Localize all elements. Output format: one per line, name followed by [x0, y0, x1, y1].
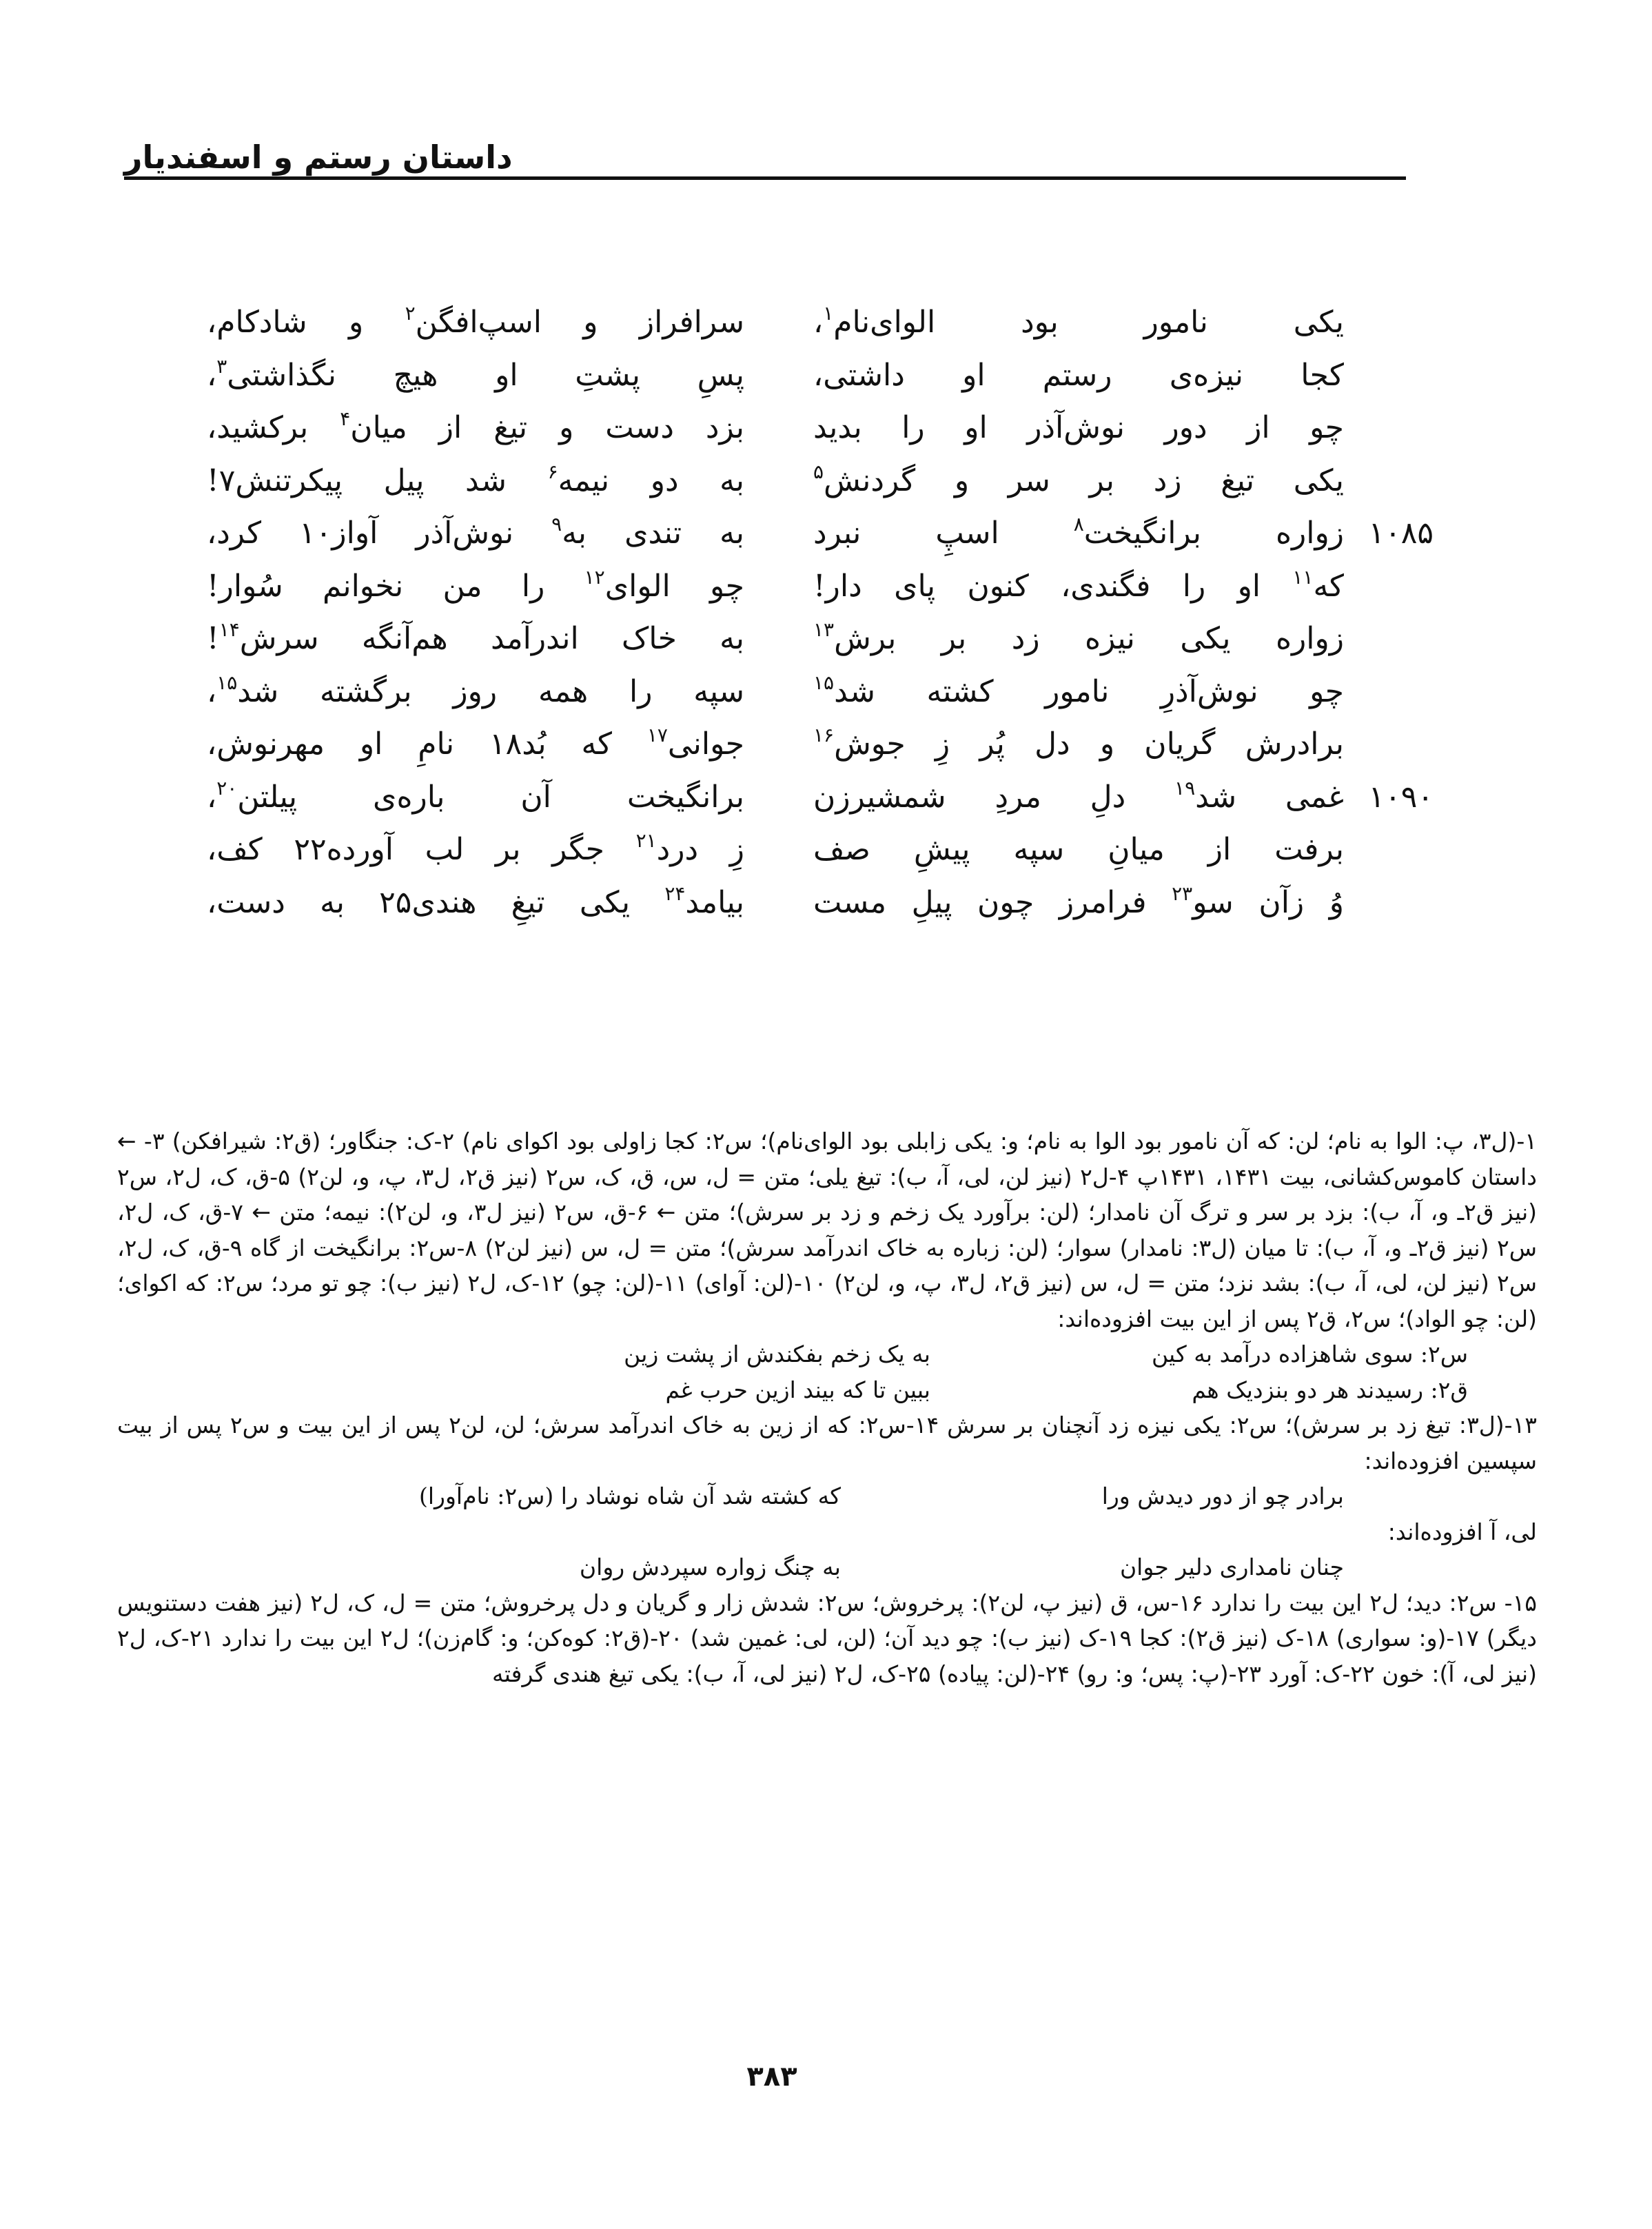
- hemistich-right: برفت از میانِ سپه پیشِ صف: [813, 832, 1344, 867]
- hemistich-left: به خاک اندرآمد هم‌آنگه سرش$^{۱۴}$!: [207, 618, 744, 656]
- footnote-marker: ۱۷: [646, 724, 668, 746]
- hemistich-left: بزد دست و تیغ از میان$^۴$ برکشید،: [207, 407, 744, 445]
- couplet: [207, 877, 1434, 930]
- footnote-marker: ۸: [1073, 513, 1084, 536]
- hemistich-right: چو نوش‌آذرِ نامور کشته شد$^{۱۵}$: [813, 671, 1344, 709]
- hemistich-right: زواره برانگیخت$^۸$ اسپِ نبرد: [813, 513, 1344, 551]
- footnote-marker: ۲۰: [216, 776, 238, 800]
- added-verse-left: به چنگ زواره سپردش روان: [579, 1554, 841, 1580]
- hemistich-right: غمی شد$^{۱۹}$ دلِ مردِ شمشیرزن: [813, 776, 1344, 815]
- hemistich-right: کجا نیزه‌ی رستم او داشتی،: [813, 357, 1344, 393]
- footnote-marker: ۲: [405, 302, 416, 325]
- hemistich-left: به دو نیمه$^۶$ شد پیل پیکرتنش۷!: [207, 460, 744, 498]
- footnote-paragraph: ۱۳-(ل۳: تیغ زد بر سرش)؛ س۲: یکی نیزه زد آنچنان بر سرش ۱۴-س۲: که از زین به خاک اندرآمد سرش؛ لن، لن۲ پس از این بیت و س۲ پس از بیت سپسین افزوده‌اند:: [117, 1412, 1538, 1474]
- poem-block: [207, 296, 1434, 929]
- hemistich-right: که$^{۱۱}$ او را فگندی، کنون پای دار!: [813, 565, 1344, 604]
- hemistich-left: پسِ پشتِ او هیچ نگذاشتی$^۳$،: [207, 354, 744, 393]
- couplet: [207, 613, 1434, 666]
- footnote-marker: ۳: [216, 354, 227, 378]
- running-header-title: داستان رستم و اسفندیار: [124, 139, 513, 176]
- footnote-marker: ۱۲: [584, 565, 605, 589]
- footnote-marker: ۴: [340, 407, 351, 430]
- hemistich-left: جوانی$^{۱۷}$ که بُد۱۸ نامِ او مهرنوش،: [207, 724, 744, 762]
- couplet: [207, 824, 1434, 877]
- hemistich-left: سپه را همه روز برگشته شد$^{۱۵}$،: [207, 671, 744, 709]
- footnote-marker: ۶: [547, 460, 558, 483]
- hemistich-right: چو از دور نوش‌آذر او را بدید: [813, 410, 1344, 445]
- footnote-marker: ۱۱: [1292, 565, 1314, 589]
- footnote-marker: ۱۵: [216, 671, 238, 694]
- footnote-marker: ۱: [823, 302, 834, 325]
- added-verse-right: چنان نامداری دلیر جوان: [1119, 1554, 1344, 1580]
- footnote-paragraph: ۱۵- س۲: دید؛ ل۲ این بیت را ندارد ۱۶-س، ق (نیز پ، لن۲): پرخروش؛ س۲: شدش زار و گریان و دل پرخروش؛ متن = ل، ک، ل۲ (نیز هفت دستنویس دیگر) ۱۷-(و: سواری) ۱۸-ک (نیز ق۲): کجا ۱۹-ک (نیز ب): چو دید آن؛ (لن، لی: غمین شد) ۲۰-(ق۲: کوه‌کن؛ و: گام‌زن)؛ ل۲ این بیت را ندارد ۲۱-ک، ل۲ (نیز لی، آ): خون ۲۲-ک: آورد ۲۳-(پ: پس؛ و: رو) ۲۴-(لن: پیاده) ۲۵-ک، ل۲ (نیز لی، آ، ب): یکی تیغ هندی گرفته: [117, 1589, 1538, 1687]
- footnote-paragraph: لی، آ افزوده‌اند:: [1387, 1518, 1537, 1545]
- couplet: [207, 296, 1434, 349]
- hemistich-right: یکی تیغ زد بر سر و گردنش$^۵$: [813, 460, 1344, 498]
- verse-number: ۱۰۹۰: [1368, 779, 1434, 815]
- added-verse-right: س۲: سوی شاهزاده درآمد به کین: [1151, 1341, 1468, 1367]
- footnote-added-verse: [117, 1478, 1537, 1514]
- footnote-added-verse: [117, 1372, 1537, 1408]
- hemistich-right: زواره یکی نیزه زد بر برش$^{۱۳}$: [813, 618, 1344, 656]
- footnote-marker: ۱۵: [813, 671, 835, 694]
- couplet: [207, 666, 1434, 719]
- hemistich-left: برانگیخت آن باره‌ی پیلتن$^{۲۰}$،: [207, 776, 744, 815]
- hemistich-left: سرافراز و اسپ‌افگن$^۲$ و شادکام،: [207, 302, 744, 340]
- footnote-added-verse: [117, 1336, 1537, 1372]
- footnote-marker: ۲۳: [1172, 882, 1193, 905]
- added-verse-right: برادر چو از دور دیدش ورا: [1101, 1483, 1344, 1509]
- added-verse-right: ق۲: رسیدند هر دو بنزدیک هم: [1192, 1376, 1468, 1403]
- hemistich-right: برادرش گریان و دل پُر زِ جوش$^{۱۶}$: [813, 724, 1344, 762]
- hemistich-right: یکی نامور بود الوای‌نام$^۱$،: [813, 302, 1344, 340]
- added-verse-left: که کشته شد آن شاه نوشاد را (س۲: نام‌آورا): [418, 1483, 841, 1509]
- page-number: ۳۸۳: [746, 2061, 797, 2093]
- hemistich-left: چو الوای$^{۱۲}$ را من نخوانم سُوار!: [207, 565, 744, 604]
- couplet: [207, 718, 1434, 771]
- footnote-marker: ۱۳: [813, 618, 835, 641]
- footnote-marker: ۱۶: [813, 724, 835, 746]
- header-rule: [124, 176, 1406, 180]
- couplet: [207, 771, 1434, 824]
- couplet: [207, 402, 1434, 455]
- hemistich-left: بیامد$^{۲۴}$ یکی تیغِ هندی۲۵ به دست،: [207, 882, 744, 920]
- added-verse-left: ببین تا که بیند ازین حرب غم: [665, 1376, 930, 1403]
- couplet: [207, 455, 1434, 508]
- couplet: [207, 560, 1434, 613]
- footnote-marker: ۲۴: [664, 882, 686, 905]
- running-header: [124, 136, 1399, 178]
- footnote-marker: ۱۹: [1174, 776, 1196, 800]
- footnote-marker: ۲۱: [635, 829, 657, 852]
- footnote-marker: ۵: [813, 460, 824, 483]
- hemistich-right: وُ زآن سو$^{۲۳}$ فرامرز چون پیلِ مست: [813, 882, 1344, 920]
- footnote-paragraph: ۱-(ل۳، پ: الوا به نام؛ لن: که آن نامور بود الوا به نام؛ و: یکی زابلی بود الوای‌نام)؛ س۲: کجا زاولی بود اکوای نام) ۲-ک: جنگاور؛ (ق۲: شیرافکن) ۳- ← داستان کاموس‌کشانی، بیت ۱۴۳۱، ۱۴۳۱پ ۴-ل۲ (نیز لن، لی، آ، ب): تیغ یلی؛ متن = ل، س، ق، ک، س۲ (نیز ق۲، ل۳، پ، و، لن۲) ۵-ق، ک، ل۲، س۲ (نیز ق۲ـ و، آ، ب): بزد بر سر و ترگ آن نامدار؛ (لن: برآورد یک زخم و زد بر سرش)؛ متن ← ۶-ق، س۲ (نیز ل۳، و، لن۲): نیمه؛ متن ← ۷-ق، ک، ل۲، س۲ (نیز ق۲ـ و، آ، ب): تا میان (ل۳: نامدار) سوار؛ (لن: زباره به خاک اندرآمد سرش)؛ متن = ل، س (نیز لن۲) ۸-س۲: برانگیخت از گاه ۹-ق، ک، ل۲، س۲ (نیز لن، لی، آ، ب): بشد نزد؛ متن = ل، س (نیز ق۲، ل۳، پ، و، لن۲) ۱۰-(لن: آوای) ۱۱-(لن: چو) ۱۲-ک، ل۲ (نیز ب): چو تو مرد؛ س۲: که اکوای؛ (لن: چو الواد)؛ س۲، ق۲ پس از این بیت افزوده‌اند:: [117, 1128, 1538, 1332]
- verse-number: ۱۰۸۵: [1368, 516, 1434, 551]
- footnotes-block: [117, 1123, 1537, 1691]
- hemistich-left: زِ درد$^{۲۱}$ جگر بر لب آورده۲۲ کف،: [207, 829, 744, 867]
- footnote-added-verse: [117, 1549, 1537, 1585]
- footnote-marker: ۱۴: [218, 618, 240, 641]
- footnote-marker: ۹: [551, 513, 562, 536]
- couplet: [207, 349, 1434, 403]
- hemistich-left: به تندی به$^۹$ نوش‌آذر آواز۱۰ کرد،: [207, 513, 745, 551]
- couplet: [207, 507, 1434, 560]
- added-verse-left: به یک زخم بفکندش از پشت زین: [624, 1341, 930, 1367]
